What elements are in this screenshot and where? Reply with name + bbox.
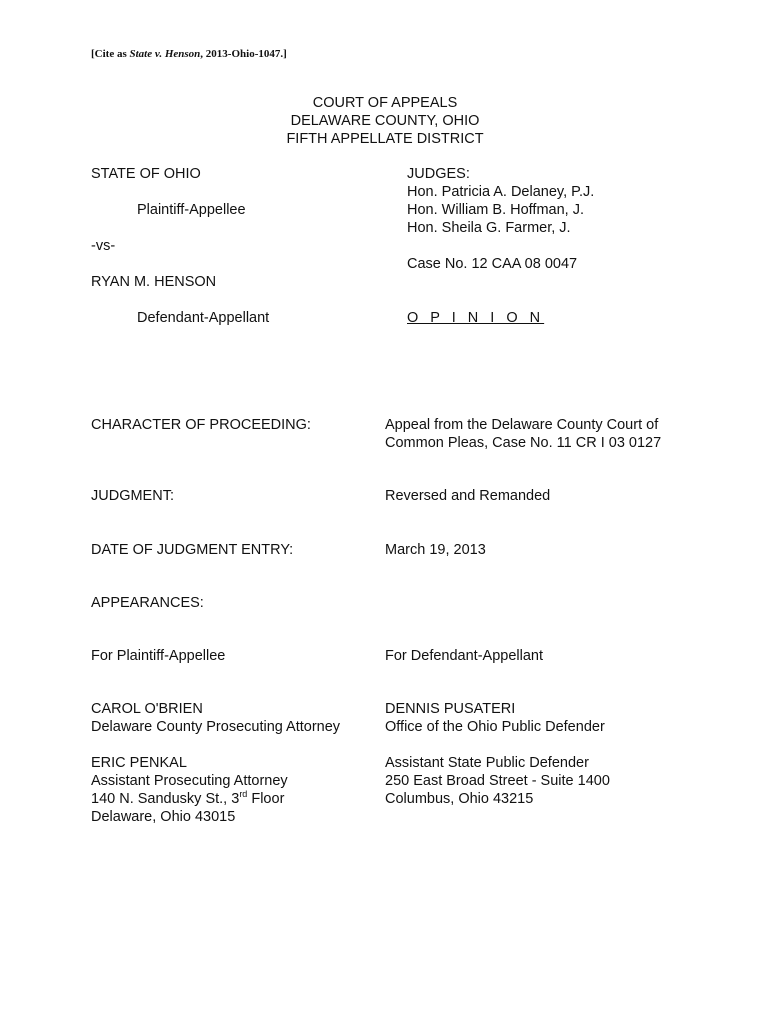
assistant-prosecutor-title: Assistant Prosecuting Attorney <box>91 773 288 789</box>
court-county: DELAWARE COUNTY, OHIO <box>290 113 480 129</box>
proceeding-value-line2: Common Pleas, Case No. 11 CR I 03 0127 <box>385 435 662 451</box>
defender-title: Assistant State Public Defender <box>385 755 589 771</box>
case-number: Case No. 12 CAA 08 0047 <box>407 256 578 272</box>
appellee-counsel-heading: For Plaintiff-Appellee <box>91 648 226 664</box>
court-district: FIFTH APPELLATE DISTRICT <box>286 131 484 147</box>
judge-name: Hon. Patricia A. Delaney, P.J. <box>407 184 595 200</box>
prosecutor-street-address: 140 N. Sandusky St., 3rd Floor <box>91 789 285 807</box>
appellant-counsel-heading: For Defendant-Appellant <box>385 648 543 664</box>
proceeding-value-line1: Appeal from the Delaware County Court of <box>385 417 659 433</box>
appellant-role: Defendant-Appellant <box>137 310 270 326</box>
assistant-prosecutor-name: ERIC PENKAL <box>91 755 187 771</box>
citation-line: [Cite as State v. Henson, 2013-Ohio-1047.] <box>91 48 287 60</box>
appellant-name: RYAN M. HENSON <box>91 274 217 290</box>
versus-label: -vs- <box>91 238 116 254</box>
appellee-name: STATE OF OHIO <box>91 166 201 182</box>
judgment-value: Reversed and Remanded <box>385 488 551 504</box>
citation-case-name: State v. Henson <box>129 48 201 60</box>
judge-name: Hon. Sheila G. Farmer, J. <box>407 220 571 236</box>
judgment-date-label: DATE OF JUDGMENT ENTRY: <box>91 542 294 558</box>
judgment-label: JUDGMENT: <box>91 488 174 504</box>
prosecutor-name: CAROL O'BRIEN <box>91 701 203 717</box>
prosecutor-title: Delaware County Prosecuting Attorney <box>91 719 341 735</box>
proceeding-label: CHARACTER OF PROCEEDING: <box>91 417 311 433</box>
defender-street-address: 250 East Broad Street - Suite 1400 <box>385 773 610 789</box>
judge-name: Hon. William B. Hoffman, J. <box>407 202 585 218</box>
defender-office: Office of the Ohio Public Defender <box>385 719 605 735</box>
appellee-role: Plaintiff-Appellee <box>137 202 246 218</box>
court-name: COURT OF APPEALS <box>312 95 458 111</box>
defender-name: DENNIS PUSATERI <box>385 701 516 717</box>
prosecutor-city: Delaware, Ohio 43015 <box>91 809 236 825</box>
appearances-heading: APPEARANCES: <box>91 595 204 611</box>
opinion-label: O P I N I O N <box>407 310 545 326</box>
defender-city: Columbus, Ohio 43215 <box>385 791 534 807</box>
judges-heading: JUDGES: <box>407 166 470 182</box>
judgment-date-value: March 19, 2013 <box>385 542 486 558</box>
